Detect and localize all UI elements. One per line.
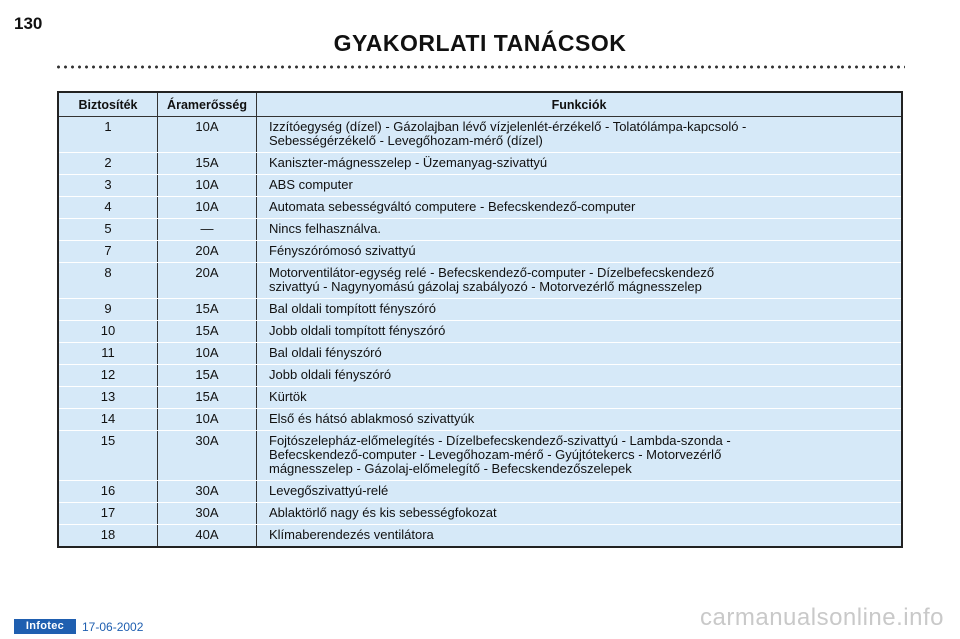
table-header-row — [58, 92, 902, 117]
fuse-number: 16 — [58, 481, 158, 503]
fuse-amperage: 15A — [158, 321, 257, 343]
fuse-function — [257, 175, 903, 197]
function-line: szivattyú - Nagynyomású gázolaj szabályozó - Motorvezérlő mágnesszelep — [269, 279, 702, 294]
fuse-function — [257, 481, 903, 503]
fuse-function — [257, 431, 903, 481]
fuse-number: 4 — [58, 197, 158, 219]
table-row — [58, 503, 902, 525]
fuse-amperage: 10A — [158, 117, 257, 153]
function-line: Motorventilátor-egység relé - Befecskendező-computer - Dízelbefecskendező — [269, 265, 715, 280]
table-row — [58, 409, 902, 431]
table-row — [58, 175, 902, 197]
table-row — [58, 343, 902, 365]
fuse-amperage: 15A — [158, 387, 257, 409]
fuse-amperage: 30A — [158, 481, 257, 503]
fuse-function — [257, 343, 903, 365]
table-row — [58, 481, 902, 503]
fuse-table — [57, 91, 903, 548]
function-line: mágnesszelep - Gázolaj-előmelegítő - Befecskendezőszelepek — [269, 461, 632, 476]
page-title: GYAKORLATI TANÁCSOK — [333, 30, 627, 56]
fuse-function — [257, 299, 903, 321]
fuse-function — [257, 117, 903, 153]
fuse-function — [257, 525, 903, 548]
fuse-function — [257, 197, 903, 219]
fuse-amperage: — — [158, 219, 257, 241]
infotec-logo: Infotec — [14, 619, 76, 634]
fuse-function — [257, 321, 903, 343]
function-line: Ablaktörlő nagy és kis sebességfokozat — [269, 505, 497, 520]
fuse-number: 12 — [58, 365, 158, 387]
fuse-number: 3 — [58, 175, 158, 197]
fuse-function — [257, 263, 903, 299]
fuse-number: 5 — [58, 219, 158, 241]
fuse-number: 15 — [58, 431, 158, 481]
fuse-amperage: 20A — [158, 263, 257, 299]
watermark: carmanualsonline.info — [700, 604, 944, 631]
fuse-number: 11 — [58, 343, 158, 365]
function-line: Automata sebességváltó computere - Befecskendező-computer — [269, 199, 636, 214]
header-amperage: Áramerősség — [158, 92, 257, 117]
fuse-amperage: 10A — [158, 197, 257, 219]
fuse-number: 7 — [58, 241, 158, 263]
function-line: Fojtószelepház-előmelegítés - Dízelbefecskendező-szivattyú - Lambda-szonda - — [269, 433, 731, 448]
fuse-function — [257, 153, 903, 175]
header-functions: Funkciók — [257, 92, 903, 117]
function-line: Klímaberendezés ventilátora — [269, 527, 434, 542]
fuse-number: 9 — [58, 299, 158, 321]
function-line: Nincs felhasználva. — [269, 221, 381, 236]
fuse-number: 10 — [58, 321, 158, 343]
table-body — [58, 117, 902, 548]
fuse-number: 1 — [58, 117, 158, 153]
fuse-amperage: 15A — [158, 365, 257, 387]
table-row — [58, 263, 902, 299]
function-line: Bal oldali tompított fényszóró — [269, 301, 436, 316]
fuse-amperage: 40A — [158, 525, 257, 548]
table-row — [58, 431, 902, 481]
function-line: ABS computer — [269, 177, 353, 192]
function-line: Fényszórómosó szivattyú — [269, 243, 416, 258]
function-line: Befecskendező-computer - Levegőhozam-mérő - Gyújtótekercs - Motorvezérlő — [269, 447, 722, 462]
fuse-amperage: 30A — [158, 431, 257, 481]
function-line: Kürtök — [269, 389, 307, 404]
fuse-number: 2 — [58, 153, 158, 175]
table-row — [58, 387, 902, 409]
fuse-amperage: 10A — [158, 175, 257, 197]
fuse-amperage: 15A — [158, 299, 257, 321]
table-row — [58, 241, 902, 263]
function-line: Levegőszivattyú-relé — [269, 483, 389, 498]
table-row — [58, 365, 902, 387]
function-line: Sebességérzékelő - Levegőhozam-mérő (dízel) — [269, 133, 543, 148]
fuse-amperage: 30A — [158, 503, 257, 525]
fuse-function — [257, 409, 903, 431]
fuse-function — [257, 503, 903, 525]
fuse-number: 17 — [58, 503, 158, 525]
table-row — [58, 153, 902, 175]
table-row — [58, 525, 902, 548]
fuse-function — [257, 365, 903, 387]
fuse-amperage: 10A — [158, 409, 257, 431]
function-line: Jobb oldali tompított fényszóró — [269, 323, 446, 338]
fuse-number: 13 — [58, 387, 158, 409]
table-row — [58, 219, 902, 241]
function-line: Első és hátsó ablakmosó szivattyúk — [269, 411, 475, 426]
dotted-divider — [55, 65, 905, 69]
fuse-amperage: 15A — [158, 153, 257, 175]
table-row — [58, 197, 902, 219]
function-line: Izzítóegység (dízel) - Gázolajban lévő vízjelenlét-érzékelő - Tolatólámpa-kapcsoló - — [269, 119, 747, 134]
function-line: Kaniszter-mágnesszelep - Üzemanyag-szivattyú — [269, 155, 548, 170]
function-line: Bal oldali fényszóró — [269, 345, 382, 360]
fuse-function — [257, 241, 903, 263]
fuse-number: 14 — [58, 409, 158, 431]
fuse-function — [257, 387, 903, 409]
fuse-number: 18 — [58, 525, 158, 548]
fuse-amperage: 20A — [158, 241, 257, 263]
fuse-function — [257, 219, 903, 241]
fuse-amperage: 10A — [158, 343, 257, 365]
footer-date: 17-06-2002 — [82, 620, 144, 634]
page-number: 130 — [14, 14, 43, 33]
table-row — [58, 299, 902, 321]
table-row — [58, 321, 902, 343]
header-fuse: Biztosíték — [58, 92, 158, 117]
table-row — [58, 117, 902, 153]
fuse-number: 8 — [58, 263, 158, 299]
function-line: Jobb oldali fényszóró — [269, 367, 392, 382]
